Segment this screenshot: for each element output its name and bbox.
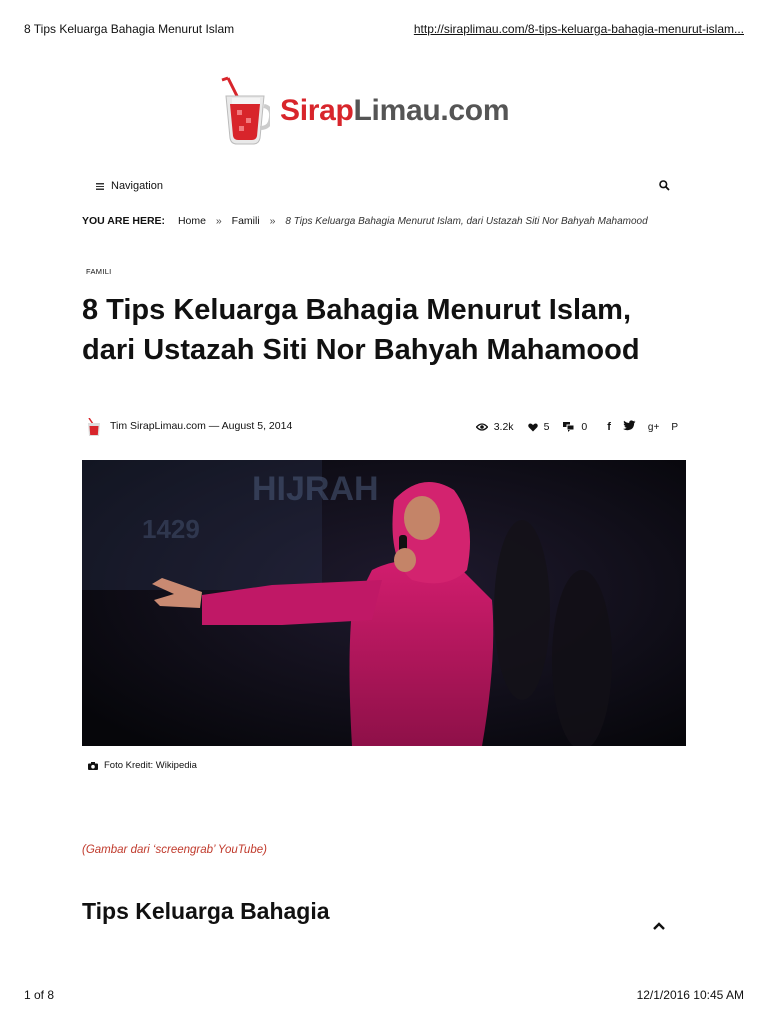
googleplus-share-icon[interactable]: g+ (647, 421, 660, 433)
post-stats (476, 420, 678, 434)
print-page-title: 8 Tips Keluarga Bahagia Menurut Islam (24, 22, 235, 36)
heart-icon (528, 423, 538, 432)
post-category[interactable]: FAMILI (86, 267, 112, 276)
image-caption: Foto Kredit: Wikipedia (88, 760, 197, 771)
drink-glass-icon (218, 74, 270, 150)
post-title: 8 Tips Keluarga Bahagia Menurut Islam, dari Ustazah Siti Nor Bahyah Mahamood (82, 294, 640, 366)
breadcrumb-separator: » (215, 215, 222, 227)
facebook-share-icon[interactable]: f (607, 421, 611, 433)
search-button[interactable] (659, 180, 670, 194)
comments-count[interactable]: 0 (563, 421, 587, 433)
page-count: 1 of 8 (24, 988, 55, 1002)
search-icon (659, 180, 670, 191)
post-date: August 5, 2014 (221, 420, 293, 432)
comment-icon (563, 422, 575, 432)
author-avatar[interactable] (86, 418, 102, 438)
eye-icon (476, 423, 488, 431)
svg-text:1429: 1429 (142, 514, 200, 544)
print-datetime: 12/1/2016 10:45 AM (636, 988, 744, 1002)
views-count: 3.2k (476, 421, 514, 433)
logo-wordmark: SirapLimau.com (280, 94, 510, 127)
breadcrumb-home-link[interactable]: Home (177, 215, 206, 227)
breadcrumb (82, 215, 686, 227)
post-meta (82, 418, 686, 438)
print-page-url[interactable]: http://siraplimau.com/8-tips-keluarga-bahagia-menurut-islam... (413, 22, 744, 36)
pinterest-share-icon[interactable]: P (671, 421, 678, 433)
hamburger-icon (96, 183, 104, 190)
twitter-share-icon[interactable] (623, 420, 636, 434)
author-name[interactable]: Tim SirapLimau.com (110, 420, 206, 432)
breadcrumb-category-link[interactable]: Famili (231, 215, 260, 227)
camera-icon (88, 762, 98, 770)
breadcrumb-lead: YOU ARE HERE: (82, 215, 166, 227)
featured-image (82, 460, 686, 746)
featured-photo (82, 460, 686, 746)
likes-count[interactable]: 5 (528, 421, 550, 433)
twitter-bird-icon (623, 420, 636, 431)
navigation-label: Navigation (111, 180, 163, 192)
byline: Tim SirapLimau.com — August 5, 2014 (110, 420, 293, 432)
top-navigation (82, 180, 686, 196)
share-buttons (607, 420, 678, 434)
svg-text:HIJRAH: HIJRAH (252, 470, 379, 508)
breadcrumb-current: 8 Tips Keluarga Bahagia Menurut Islam, dari Ustazah Siti Nor Bahyah Mahamood (285, 216, 648, 227)
image-source-note: (Gambar dari ‘screengrab’ YouTube) (82, 844, 267, 856)
site-logo[interactable] (218, 74, 558, 150)
breadcrumb-separator: » (269, 215, 276, 227)
navigation-menu-button[interactable] (96, 180, 163, 192)
back-to-top-button[interactable] (652, 918, 666, 936)
chevron-up-icon (652, 921, 666, 931)
section-heading: Tips Keluarga Bahagia (82, 898, 330, 924)
